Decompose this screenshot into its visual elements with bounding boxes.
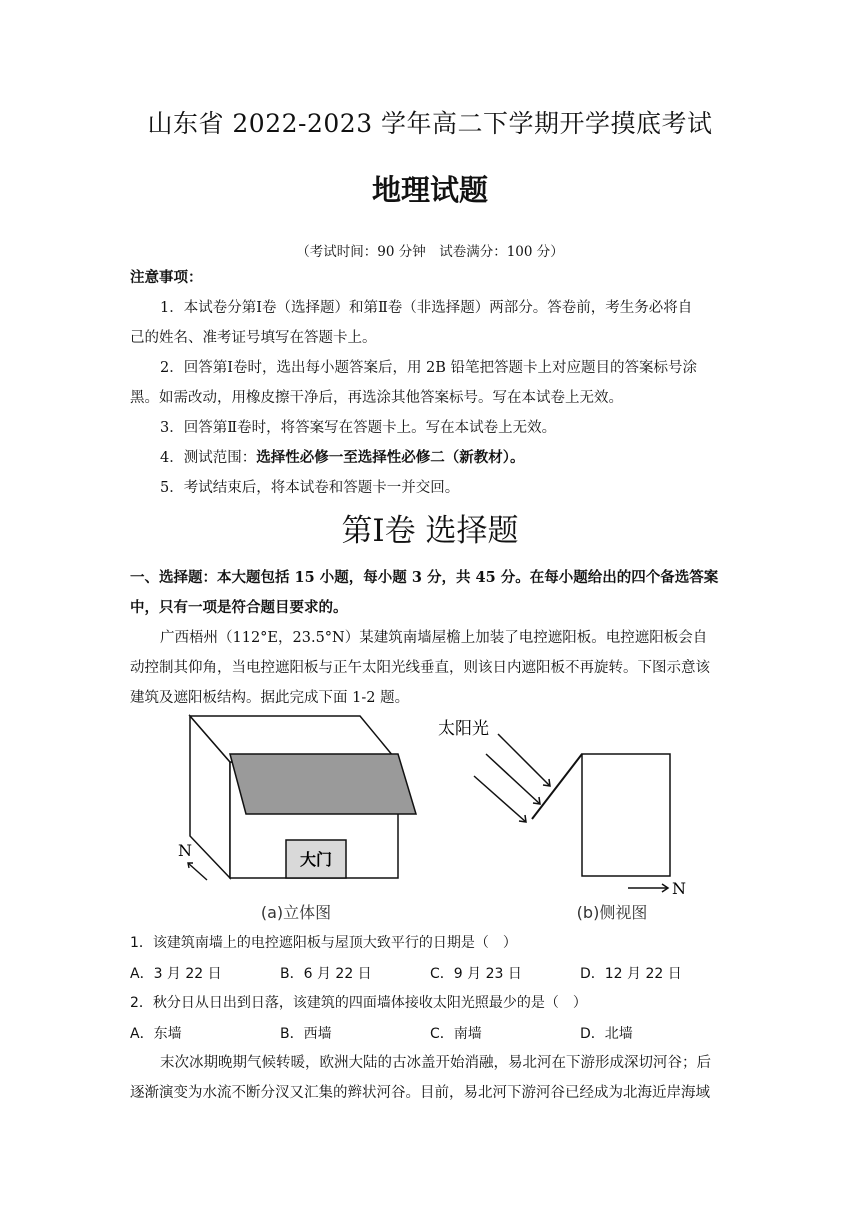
note-4: [160, 448, 730, 468]
caption-a: (a)立体图: [260, 903, 332, 922]
note-1a: 1．本试卷分第Ⅰ卷（选择题）和第Ⅱ卷（非选择题）两部分。答卷前，考生务必将自: [160, 300, 693, 316]
q1-option-c: C．9 月 23 日: [430, 966, 522, 982]
note-2a: 2．回答第Ⅰ卷时，选出每小题答案后，用 2B 铅笔把答题卡上对应题目的答案标号涂: [160, 360, 698, 376]
sunlight-label: 太阳光: [438, 719, 489, 739]
sun-ray-1: [498, 734, 550, 786]
q2-option-c: C．南墙: [430, 1026, 482, 1042]
door-label: 大门: [299, 850, 333, 869]
passage1-line3: 建筑及遮阳板结构。据此完成下面 1-2 题。: [130, 690, 410, 706]
exam-title: 山东省 2022-2023 学年高二下学期开学摸底考试: [147, 109, 713, 138]
note-1b: 己的姓名、准考证号填写在答题卡上。: [130, 330, 377, 346]
north-label-a: N: [178, 841, 192, 860]
notes-heading: 注意事项：: [130, 269, 203, 286]
building-diagram: [160, 708, 720, 930]
caption-b: (b)侧视图: [576, 903, 648, 922]
q1-option-a: A．3 月 22 日: [130, 966, 222, 982]
q1-option-b: B．6 月 22 日: [280, 966, 372, 982]
q2-option-a: A．东墙: [130, 1026, 182, 1042]
section-instructions-b: 中，只有一项是符合题目要求的。: [130, 599, 348, 616]
subject-title: 地理试题: [371, 173, 488, 207]
building-side-view: [474, 734, 670, 892]
note-2b: 黑。如需改动，用橡皮擦干净后，再选涂其他答案标号。写在本试卷上无效。: [130, 390, 623, 406]
side-view-panel: [532, 754, 582, 819]
north-arrow-a: [188, 863, 207, 880]
q2-option-b: B．西墙: [280, 1026, 332, 1042]
q2-option-d: D．北墙: [580, 1026, 633, 1042]
note-4-prefix: 4．测试范围：: [160, 450, 257, 466]
passage2-line2: 逐渐演变为水流不断分汊又汇集的辫状河谷。目前，易北河下游河谷已经成为北海近岸海域: [130, 1085, 710, 1101]
passage1-line1: 广西梧州（112°E，23.5°N）某建筑南墙屋檐上加装了电控遮阳板。电控遮阳板会自: [160, 630, 708, 646]
section-instructions-a: 一、选择题：本大题包括 15 小题，每小题 3 分，共 45 分。在每小题给出的四个备选答案: [130, 569, 719, 586]
question-1-stem: 1．该建筑南墙上的电控遮阳板与屋顶大致平行的日期是（ ）: [130, 935, 517, 951]
note-3: 3．回答第Ⅱ卷时，将答案写在答题卡上。写在本试卷上无效。: [160, 420, 557, 436]
note-4-scope: 选择性必修一至选择性必修二（新教材）。: [256, 449, 525, 466]
sunshade-panel: [230, 754, 416, 814]
north-label-b: N: [672, 879, 686, 898]
building-figure: [160, 708, 720, 930]
side-view-wall: [582, 754, 670, 876]
note-5: 5．考试结束后，将本试卷和答题卡一并交回。: [160, 480, 460, 496]
passage1-line2: 动控制其仰角，当电控遮阳板与正午太阳光线垂直，则该日内遮阳板不再旋转。下图示意该: [130, 660, 710, 676]
q1-option-d: D．12 月 22 日: [580, 966, 682, 982]
exam-info: （考试时间：90 分钟 试卷满分：100 分）: [296, 244, 564, 260]
question-2-stem: 2．秋分日从日出到日落，该建筑的四面墙体接收太阳光照最少的是（ ）: [130, 995, 587, 1011]
sun-ray-2: [486, 754, 540, 804]
section-title: 第Ⅰ卷 选择题: [341, 513, 519, 549]
passage2-line1: 末次冰期晚期气候转暖，欧洲大陆的古冰盖开始消融，易北河在下游形成深切河谷；后: [160, 1055, 711, 1071]
